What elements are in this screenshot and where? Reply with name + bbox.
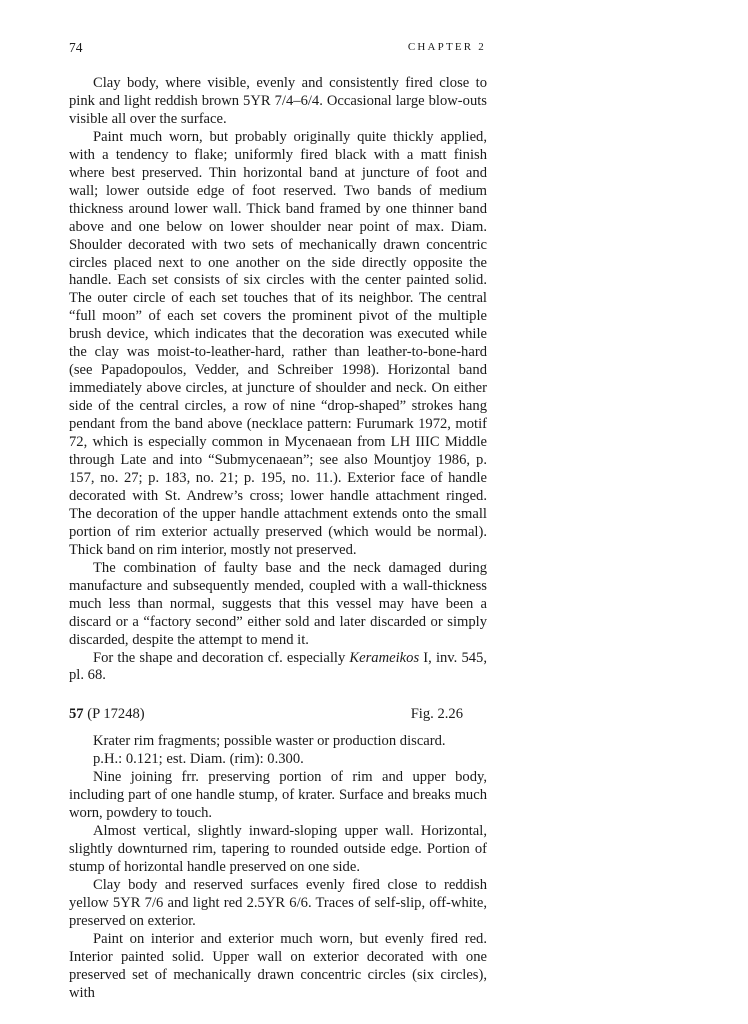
- reference-before: For the shape and decoration cf. especially: [93, 649, 350, 666]
- paragraph-clay-body: Clay body, where visible, evenly and consistently fired close to pink and light reddish brown 5YR 7/4–6/4. Occasional large blow-outs visible all over the surface.: [69, 75, 487, 127]
- catalog-inventory-number: (P 17248): [83, 706, 145, 723]
- reference-title: Kerameikos: [349, 649, 420, 666]
- catalog-entry-heading: [69, 706, 487, 724]
- reference-after: I, inv. 545, pl. 68.: [69, 649, 487, 684]
- entry-description: Krater rim fragments; possible waster or production discard.: [93, 733, 446, 750]
- entry-paragraph-shape: Almost vertical, slightly inward-sloping upper wall. Horizontal, slightly downturned rim, tapering to rounded outside edge. Portion of stump of horizontal handle preserved on one side.: [69, 823, 487, 876]
- catalog-entry-number: 57: [69, 706, 84, 723]
- running-head: [69, 40, 486, 60]
- page-number: 74: [69, 40, 83, 55]
- catalog-entry-id: [69, 706, 145, 724]
- paragraph-reference: [69, 650, 487, 686]
- paragraph-discard: The combination of faulty base and the neck damaged during manufacture and subsequently mended, coupled with a wall-thickness much less than normal, suggests that this vessel may have been a discard or a “factory second” either sold and later discarded or simply discarded, despite the attempt to mend it.: [69, 559, 487, 648]
- entry-paragraph-paint: Paint on interior and exterior much worn, but evenly fired red. Interior painted solid. Upper wall on exterior decorated with one preserved set of mechanically drawn concentric circles (six circles), with: [69, 930, 487, 1001]
- chapter-label: CHAPTER 2: [407, 41, 486, 53]
- entry-dimensions: p.H.: 0.121; est. Diam. (rim): 0.300.: [93, 751, 304, 768]
- body-text: [69, 75, 487, 1003]
- entry-paragraph-clay: Clay body and reserved surfaces evenly fired close to reddish yellow 5YR 7/6 and light red 2.5YR 6/6. Traces of self-slip, off-white, preserved on exterior.: [69, 877, 487, 929]
- catalog-entry-body: [69, 733, 487, 1002]
- figure-reference: Fig. 2.26: [410, 706, 463, 723]
- paragraph-paint: Paint much worn, but probably originally quite thickly applied, with a tendency to flake; uniformly fired black with a matt finish where best preserved. Thin horizontal band at juncture of foot and wall; lower outside edge of foot reserved. Two bands of medium thickness around lower wall. Thick band framed by one thinner band above and one below on lower shoulder near point of max. Diam. Shoulder decorated with two sets of mechanically drawn concentric circles placed next to one another on the side directly opposite the handle. Each set consists of six circles with the center painted solid. The outer circle of each set touches that of its neighbor. The central “full moon” of each set covers the prominent pivot of the multiple brush device, which indicates that the decoration was executed while the clay was moist-to-leather-hard, rather than leather-to-bone-hard (see Papadopoulos, Vedder, and Schreiber 1998). Horizontal band immediately above circles, at juncture of shoulder and neck. On either side of the central circles, a row of nine “drop-shaped” strokes hang pendant from the band above (necklace pattern: Furumark 1972, motif 72, which is especially common in Mycenaean from LH IIIC Middle through Late and into “Submycenaean”; see also Mountjoy 1986, p. 157, no. 27; p. 183, no. 21; p. 195, no. 11.). Exterior face of handle decorated with St. Andrew’s cross; lower handle attachment ringed. The decoration of the upper handle attachment extends onto the small portion of rim exterior actually preserved (which would be normal). Thick band on rim interior, mostly not preserved.: [69, 128, 487, 558]
- entry-paragraph-fragments: Nine joining frr. preserving portion of rim and upper body, including part of one handle stump, of krater. Surface and breaks much worn, powdery to touch.: [69, 769, 487, 822]
